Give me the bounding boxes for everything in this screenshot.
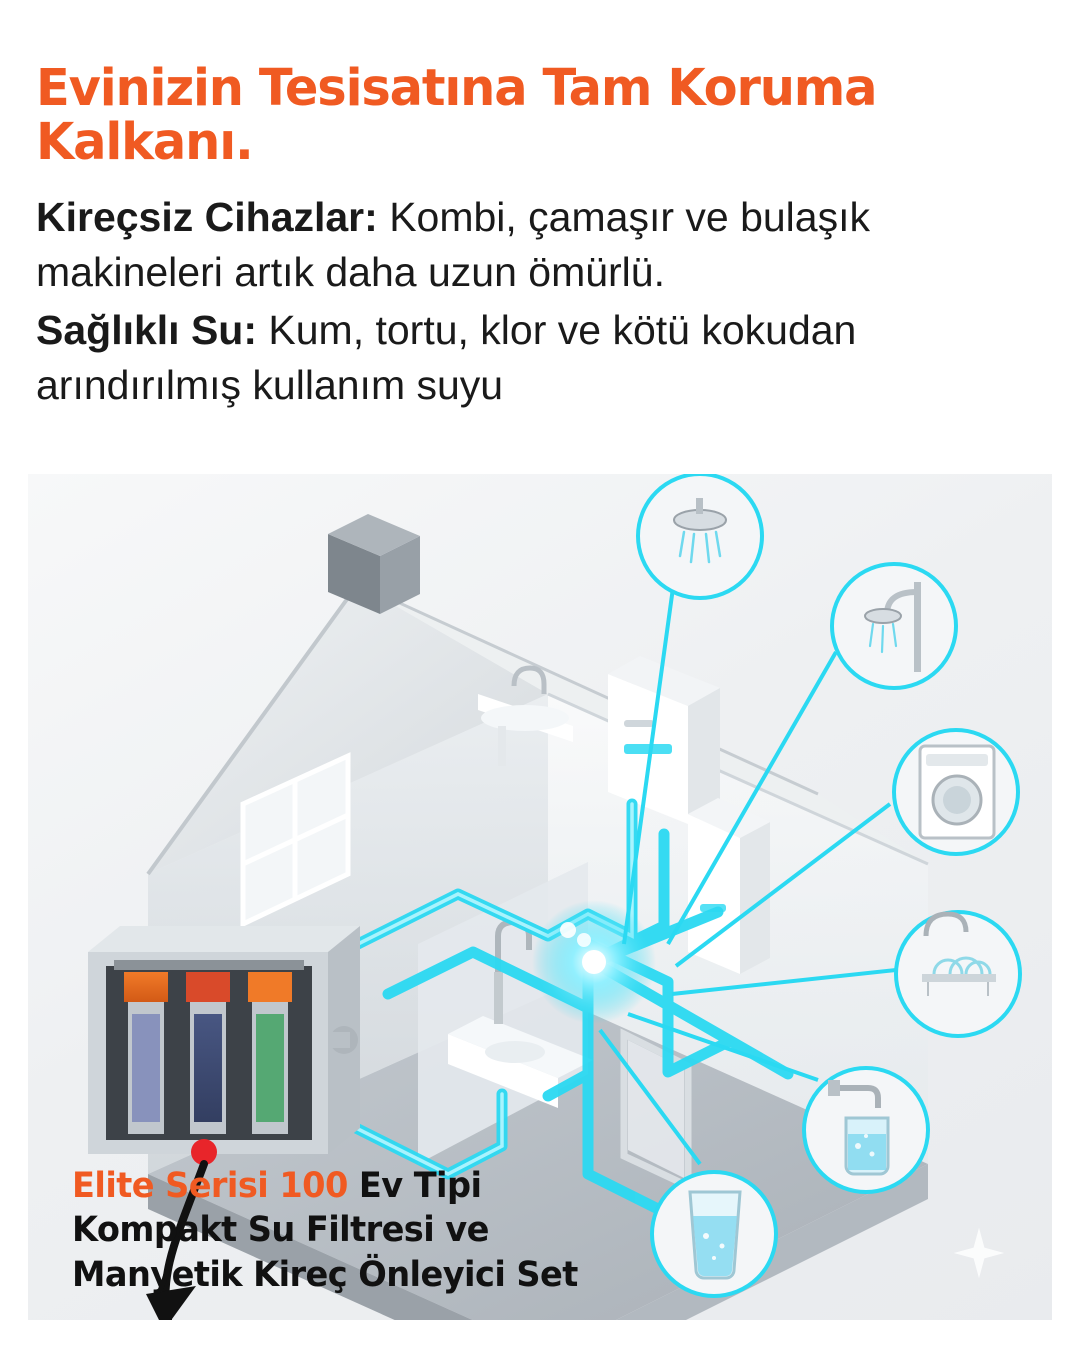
- benefit-lead: Sağlıklı Su:: [36, 307, 257, 354]
- benefit-text: Kum, tortu, klor ve kötü kokudan arındırılmış kullanım suyu: [36, 307, 857, 408]
- benefit-text: Kombi, çamaşır ve bulaşık makineleri artık daha uzun ömürlü.: [36, 194, 870, 295]
- filter-cartridges: [124, 972, 292, 1134]
- sparkle-icon: [952, 1226, 1006, 1280]
- product-caption-line2: Kompakt Su Filtresi ve: [72, 1210, 489, 1251]
- product-caption-line3: Manyetik Kireç Önleyici Set: [72, 1255, 578, 1296]
- product-type-label: Ev Tipi: [347, 1165, 482, 1206]
- page-title: Evinizin Tesisatına Tam Koruma Kalkanı.: [36, 59, 877, 172]
- washing-machine-icon: [920, 746, 994, 838]
- product-caption: [72, 1164, 686, 1298]
- pipe-glow-node: [532, 900, 656, 1024]
- product-series-label: Elite Serisi 100: [72, 1165, 348, 1206]
- house-plumbing-illustration: [28, 474, 1052, 1320]
- benefit-item: [36, 303, 1051, 412]
- benefit-item: [36, 190, 1051, 299]
- water-glass-icon: [690, 1192, 740, 1278]
- benefit-lead: Kireçsiz Cihazlar:: [36, 194, 378, 240]
- chimney: [328, 514, 420, 614]
- filter-unit[interactable]: [88, 926, 360, 1165]
- benefits-block: [36, 190, 1051, 416]
